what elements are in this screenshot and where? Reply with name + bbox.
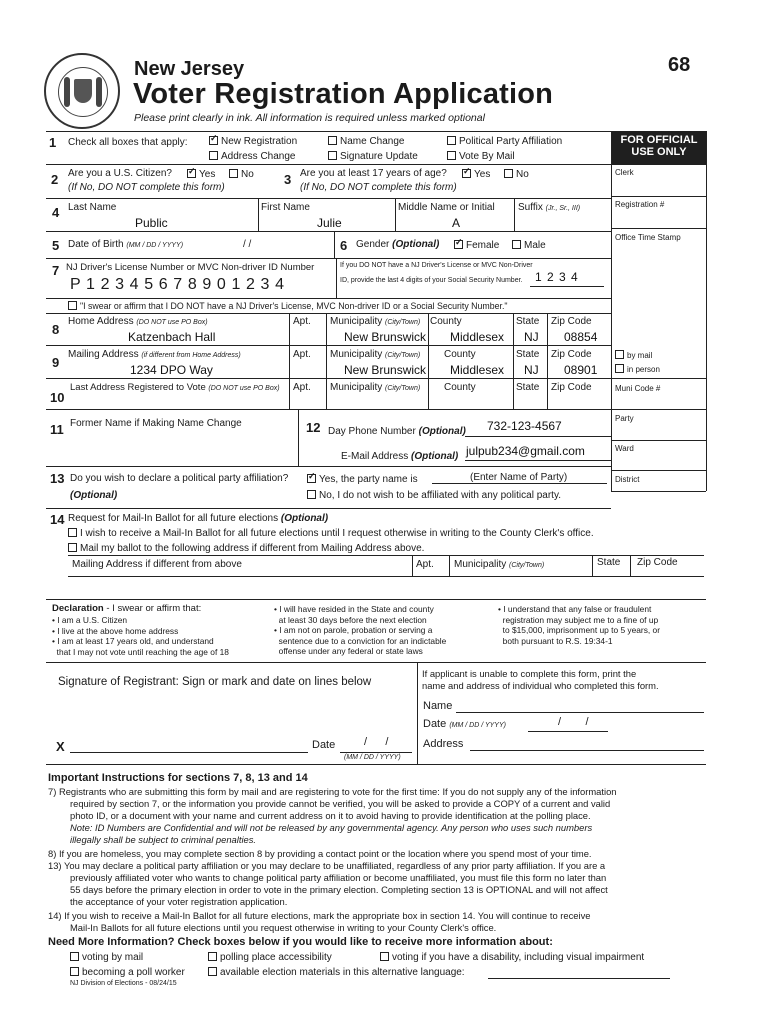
- section-10-number: 10: [50, 390, 65, 405]
- section-14-number: 14: [50, 512, 65, 527]
- alt-mailing-address-label: Mailing Address if different from above: [72, 559, 242, 570]
- ssn-last4-value[interactable]: 1 2 3 4: [535, 270, 579, 284]
- party-question: Do you wish to declare a political party affiliation?: [70, 473, 289, 484]
- mailing-address-label: Mailing Address (if different from Home Address): [68, 349, 241, 360]
- first-name-value[interactable]: Julie: [317, 216, 342, 230]
- state-name: New Jersey: [134, 58, 245, 80]
- instruction-13: 13) You may declare a political party affiliation or you may declare to be unaffiliated, regardless of any prior party affiliation. If you are a previously affiliated voter who wants to change political party affiliation or become unaffiliated, you must file this form no later than 55 days before the primary election in order to vote in the primary election. Completing section 13 is OPTIONAL and will not affect the acceptance of your voter registration application.: [48, 860, 608, 907]
- alt-municipality-label: Municipality (City/Town): [454, 559, 545, 570]
- last-address-label: Last Address Registered to Vote (DO NOT use PO Box): [70, 382, 280, 393]
- age-note: (If No, DO NOT complete this form): [300, 182, 457, 193]
- mail-ballot-alt-address-checkbox[interactable]: Mail my ballot to the following address if different from Mailing Address above.: [68, 542, 424, 554]
- vote-by-mail-checkbox[interactable]: Vote By Mail: [447, 150, 515, 162]
- info-alt-language-checkbox[interactable]: available election materials in this alternative language:: [208, 966, 465, 978]
- citizen-no-checkbox[interactable]: No: [229, 168, 254, 180]
- email-value[interactable]: julpub234@gmail.com: [466, 444, 585, 458]
- last-zip-label: Zip Code: [551, 382, 592, 393]
- helper-address-label: Address: [423, 738, 464, 750]
- citizen-yes-checkbox[interactable]: ✓ Yes: [187, 168, 215, 180]
- license-number-value[interactable]: P 1 2 3 4 5 6 7 8 9 0 1 2 3 4: [70, 276, 285, 293]
- section-8-number: 8: [52, 322, 60, 337]
- alt-zip-label: Zip Code: [637, 557, 678, 568]
- helper-instructions: If applicant is unable to complete this form, print the name and address of individual who completed this form.: [422, 668, 659, 691]
- section-1-label: Check all boxes that apply:: [68, 137, 188, 148]
- info-disability-checkbox[interactable]: voting if you have a disability, including visual impairment: [380, 951, 644, 963]
- ward-field: Ward: [615, 444, 634, 453]
- info-voting-by-mail-checkbox[interactable]: voting by mail: [70, 951, 143, 963]
- mailing-apt-label: Apt.: [293, 349, 311, 360]
- gender-male-checkbox[interactable]: Male: [512, 239, 546, 251]
- mailing-county-label: County: [444, 349, 476, 360]
- last-state-label: State: [516, 382, 540, 393]
- name-change-checkbox[interactable]: Name Change: [328, 135, 404, 147]
- party-no-checkbox[interactable]: No, I do not wish to be affiliated with any political party.: [307, 489, 561, 501]
- ssn-alt-label-2: ID, provide the last 4 digits of your Social Security Number.: [340, 277, 523, 284]
- email-label: E-Mail Address (Optional): [341, 451, 459, 462]
- declaration-heading: Declaration - I swear or affirm that:: [52, 603, 202, 614]
- phone-label: Day Phone Number (Optional): [328, 426, 466, 437]
- section-12-number: 12: [306, 420, 321, 435]
- form-subtitle: Please print clearly in ink. All information is required unless marked optional: [134, 112, 485, 124]
- mailing-zip-value[interactable]: 08901: [564, 363, 598, 377]
- instructions-title: Important Instructions for sections 7, 8, 13 and 14: [48, 772, 308, 784]
- last-name-value[interactable]: Public: [135, 216, 168, 230]
- helper-name-label: Name: [423, 700, 453, 712]
- in-person-checkbox[interactable]: in person: [615, 363, 660, 374]
- home-address-label: Home Address (DO NOT use PO Box): [68, 316, 208, 327]
- home-zip-value[interactable]: 08854: [564, 330, 598, 344]
- mailing-municipality-label: Municipality (City/Town): [330, 349, 421, 360]
- section-6-number: 6: [340, 238, 348, 253]
- mailing-county-value[interactable]: Middlesex: [450, 363, 505, 377]
- home-county-label: County: [430, 316, 462, 327]
- section-2-number: 2: [51, 172, 59, 187]
- home-state-value[interactable]: NJ: [524, 330, 539, 344]
- suffix-label: Suffix (Jr., Sr., III): [518, 202, 581, 213]
- last-municipality-label: Municipality (City/Town): [330, 382, 421, 393]
- license-label: NJ Driver's License Number or MVC Non-driver ID Number: [66, 262, 315, 273]
- citizen-note: (If No, DO NOT complete this form): [68, 182, 225, 193]
- party-yes-checkbox[interactable]: ✓Yes, the party name is: [307, 473, 418, 485]
- section-4-number: 4: [52, 205, 60, 220]
- district-field: District: [615, 475, 640, 484]
- home-county-value[interactable]: Middlesex: [450, 330, 505, 344]
- official-use-header: FOR OFFICIAL USE ONLY: [612, 131, 706, 165]
- home-state-label: State: [516, 316, 540, 327]
- more-info-title: Need More Information? Check boxes below if you would like to receive more information about:: [48, 936, 553, 948]
- dob-field[interactable]: / /: [243, 239, 252, 250]
- signature-label: Signature of Registrant: Sign or mark and date on lines below: [58, 676, 372, 688]
- last-name-label: Last Name: [68, 202, 117, 213]
- former-name-label: Former Name if Making Name Change: [70, 418, 242, 429]
- citizen-question: Are you a U.S. Citizen?: [68, 168, 172, 179]
- declaration-col-1: • I am a U.S. Citizen • I live at the above home address • I am at least 17 years old, and understand that I may not vote until reaching the age of 18: [52, 615, 229, 657]
- instruction-8: 8) If you are homeless, you may complete section 8 by providing a contact point or the location where you spend most of your time.: [48, 848, 592, 859]
- section-11-number: 11: [50, 422, 64, 437]
- mail-ballot-label: Request for Mail-In Ballot for all future elections (Optional): [68, 513, 329, 524]
- section-5-number: 5: [52, 238, 60, 253]
- info-poll-worker-checkbox[interactable]: becoming a poll worker: [70, 966, 185, 978]
- last-apt-label: Apt.: [293, 382, 311, 393]
- mail-ballot-all-checkbox[interactable]: I wish to receive a Mail-In Ballot for all future elections until I request otherwise in writing to the County Clerk's office.: [68, 527, 594, 539]
- signature-date-label: Date: [312, 739, 336, 751]
- instruction-7: 7) Registrants who are submitting this form by mail and are registering to vote for the first time: If you do not supply any of the information required by section 7, or the information you provide cannot be verified, you will be asked to provide a COPY of a current and valid photo ID, or a document with your name and current address on it to avoid having to provide identification at the polling place. Note: ID Numbers are Confidential and will not be released by any governmental agency. Any person who uses such numbers illegally shall be subject to criminal penalties.: [48, 786, 617, 845]
- new-registration-checkbox[interactable]: ✓ New Registration: [209, 135, 297, 147]
- mailing-address-value[interactable]: 1234 DPO Way: [130, 363, 213, 377]
- home-address-value[interactable]: Katzenbach Hall: [128, 330, 216, 344]
- nj-state-seal-icon: [44, 53, 120, 129]
- instruction-14: 14) If you wish to receive a Mail-In Ballot for all future elections, mark the appropriate box in section 14. You will continue to receive Mail-In Ballots for all future elections until you request otherwise in writing to your County Clerk's office.: [48, 910, 591, 933]
- declaration-col-3: • I understand that any false or fraudulent registration may subject me to a fine of up to $15,000, imprisonment up to 5 years, or both pursuant to R.S. 19:34-1: [498, 604, 661, 646]
- section-3-number: 3: [284, 172, 292, 187]
- signature-date-field[interactable]: / /: [364, 736, 389, 748]
- section-9-number: 9: [52, 355, 60, 370]
- dob-label: Date of Birth (MM / DD / YYYY): [68, 239, 184, 250]
- helper-date-field[interactable]: / /: [558, 716, 589, 728]
- last-county-label: County: [444, 382, 476, 393]
- home-municipality-value[interactable]: New Brunswick: [344, 330, 427, 344]
- muni-code-field: Muni Code #: [615, 384, 661, 393]
- x-mark: X: [56, 739, 65, 754]
- mailing-municipality-value[interactable]: New Brunswick: [344, 363, 427, 377]
- party-name-field[interactable]: (Enter Name of Party): [470, 472, 568, 483]
- section-13-number: 13: [50, 471, 65, 486]
- party-field: Party: [615, 414, 634, 423]
- registration-number-field: Registration #: [615, 200, 665, 209]
- age-no-checkbox[interactable]: No: [504, 168, 529, 180]
- phone-value[interactable]: 732-123-4567: [487, 419, 562, 433]
- mailing-zip-label: Zip Code: [551, 349, 592, 360]
- age-yes-checkbox[interactable]: ✓ Yes: [462, 168, 490, 180]
- form-number: 68: [668, 54, 691, 76]
- gender-label: Gender (Optional): [356, 239, 440, 250]
- middle-name-value[interactable]: A: [452, 216, 461, 230]
- age-question: Are you at least 17 years of age?: [300, 168, 447, 179]
- section-7-number: 7: [52, 263, 60, 278]
- section-1-number: 1: [49, 135, 57, 150]
- first-name-label: First Name: [261, 202, 310, 213]
- no-id-swear-checkbox[interactable]: "I swear or affirm that I DO NOT have a NJ Driver's License, MVC Non-driver ID or a Social Security Number.": [68, 300, 508, 311]
- mailing-state-value[interactable]: NJ: [524, 363, 539, 377]
- form-title: Voter Registration Application: [133, 78, 554, 110]
- home-apt-label: Apt.: [293, 316, 311, 327]
- signature-update-checkbox[interactable]: Signature Update: [328, 150, 418, 162]
- alt-state-label: State: [597, 557, 621, 568]
- gender-female-checkbox[interactable]: ✓ Female: [454, 239, 499, 251]
- signature-date-hint: (MM / DD / YYYY): [344, 754, 401, 761]
- ssn-alt-label-1: If you DO NOT have a NJ Driver's License or MVC Non-Driver: [340, 262, 533, 269]
- info-polling-accessibility-checkbox[interactable]: polling place accessibility: [208, 951, 332, 963]
- mailing-state-label: State: [516, 349, 540, 360]
- alt-apt-label: Apt.: [416, 559, 434, 570]
- home-zip-label: Zip Code: [551, 316, 592, 327]
- helper-date-label: Date (MM / DD / YYYY): [423, 718, 506, 730]
- middle-name-label: Middle Name or Initial: [398, 202, 495, 213]
- form-footer: NJ Division of Elections - 08/24/15: [70, 980, 177, 987]
- party-optional: (Optional): [70, 490, 118, 501]
- clerk-field: Clerk: [615, 168, 634, 177]
- office-time-stamp-field: Office Time Stamp: [615, 233, 681, 242]
- declaration-col-2: • I will have resided in the State and county at least 30 days before the next election • I am not on parole, probation or serving a sentence due to a conviction for an indictable offense under any federal or state laws: [274, 604, 447, 656]
- party-affiliation-checkbox[interactable]: Political Party Affiliation: [447, 135, 562, 147]
- address-change-checkbox[interactable]: Address Change: [209, 150, 296, 162]
- by-mail-checkbox[interactable]: by mail: [615, 349, 652, 360]
- home-municipality-label: Municipality (City/Town): [330, 316, 421, 327]
